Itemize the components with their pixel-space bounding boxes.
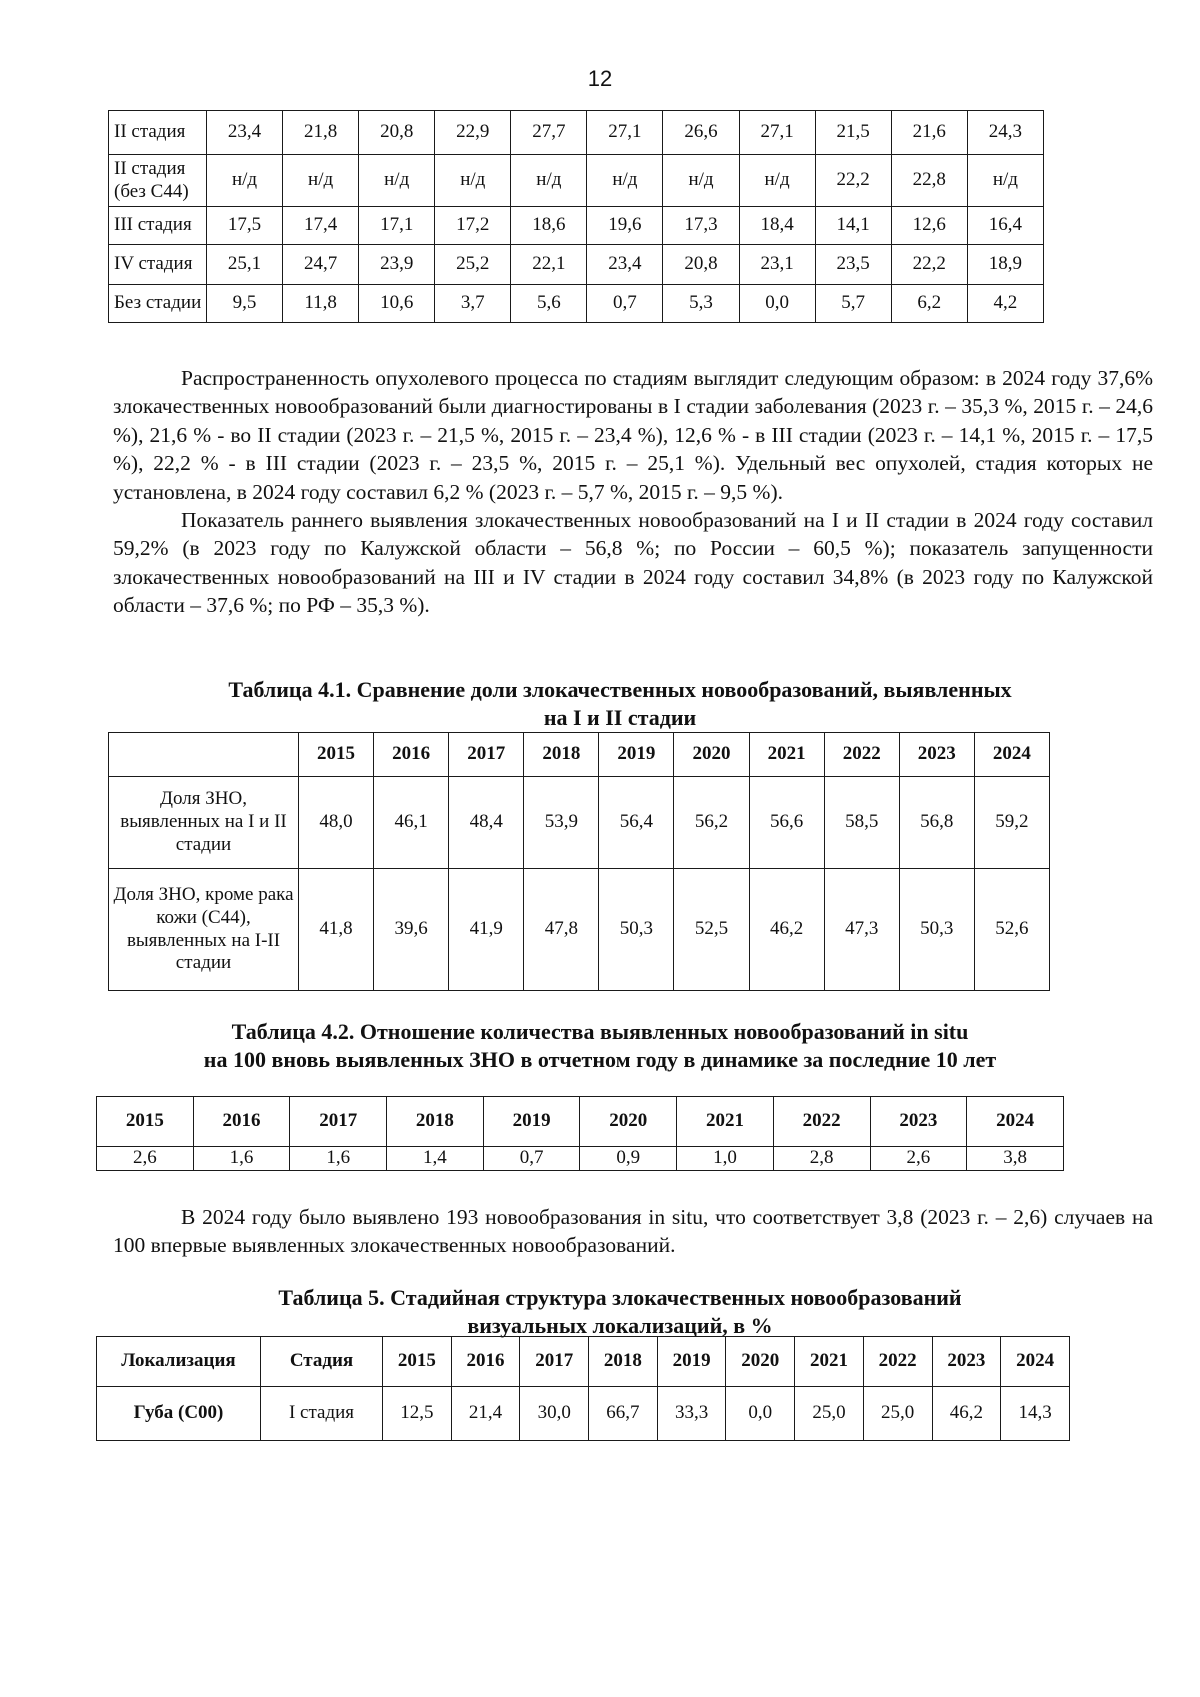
year-header: 2021: [749, 733, 824, 777]
table-cell: 16,4: [967, 207, 1043, 245]
paragraph-in-situ-block: [113, 1203, 1153, 1260]
table-cell: 17,3: [663, 207, 739, 245]
table-cell: 2,8: [773, 1147, 870, 1171]
table42-caption: [100, 1018, 1100, 1073]
table-cell: 59,2: [974, 777, 1049, 869]
table-cell: 23,9: [359, 245, 435, 285]
year-header: 2018: [524, 733, 599, 777]
table-cell: 1,4: [387, 1147, 484, 1171]
table-cell: 19,6: [587, 207, 663, 245]
year-header: 2015: [383, 1337, 452, 1387]
table-cell: н/д: [207, 155, 283, 207]
table-cell: 23,1: [739, 245, 815, 285]
table-cell: 22,1: [511, 245, 587, 285]
year-header: 2022: [863, 1337, 932, 1387]
table42-caption-line2: на 100 вновь выявленных ЗНО в отчетном году в динамике за последние 10 лет: [203, 1046, 997, 1072]
year-header: 2022: [824, 733, 899, 777]
year-header: 2015: [299, 733, 374, 777]
table-cell: 48,4: [449, 777, 524, 869]
table5-caption-line2: визуальных локализаций, в %: [467, 1312, 773, 1338]
table-cell: 52,6: [974, 869, 1049, 991]
table-cell: 17,5: [207, 207, 283, 245]
table-cell: 47,3: [824, 869, 899, 991]
table-cell: 23,4: [587, 245, 663, 285]
table-row: [109, 245, 1044, 285]
table-cell: 53,9: [524, 777, 599, 869]
table-cell: 3,7: [435, 285, 511, 323]
table41-caption-line2: на I и II стадии: [543, 704, 697, 730]
table-cell: 33,3: [657, 1387, 726, 1441]
year-header: 2021: [677, 1097, 774, 1147]
table-cell: 27,1: [587, 111, 663, 155]
table-row: [97, 1387, 1070, 1441]
paragraph-early-detection: Показатель раннего выявления злокачественных новообразований на I и II стадии в 2024 году составил 59,2% (в 2023 году по Калужской области – 56,8 %; по России – 60,5 %); показатель запущенности злокачественных новообразований на III и IV стадии в 2024 году составил 34,8% (в 2023 году по Калужской области – 37,6 %; по РФ – 35,3 %).: [113, 507, 1153, 617]
table-cell: 21,5: [815, 111, 891, 155]
table-cell: н/д: [663, 155, 739, 207]
table-cell: 21,8: [283, 111, 359, 155]
table-cell: 66,7: [589, 1387, 658, 1441]
year-header: 2023: [932, 1337, 1001, 1387]
table-row: [109, 777, 1050, 869]
table-cell: 22,2: [891, 245, 967, 285]
table5-caption: [160, 1284, 1080, 1339]
year-header: 2024: [967, 1097, 1064, 1147]
table-cell: 56,2: [674, 777, 749, 869]
table-cell: 20,8: [359, 111, 435, 155]
table-cell: н/д: [283, 155, 359, 207]
table42-caption-line1: Таблица 4.2. Отношение количества выявленных новообразований in situ: [231, 1019, 969, 1044]
table-cell: 0,7: [483, 1147, 580, 1171]
table-cell: 11,8: [283, 285, 359, 323]
year-header: 2024: [1001, 1337, 1070, 1387]
table-cell: 25,0: [795, 1387, 864, 1441]
paragraph-in-situ: В 2024 году было выявлено 193 новообразования in situ, что соответствует 3,8 (2023 г. – 2,6) случаев на 100 впервые выявленных злокачественных новообразований.: [113, 1205, 1153, 1258]
paragraphs-block: [113, 364, 1153, 619]
table-cell: 50,3: [899, 869, 974, 991]
table-row: [109, 869, 1050, 991]
year-header: 2017: [290, 1097, 387, 1147]
stage-table: [108, 110, 1044, 323]
table-header-row: [109, 733, 1050, 777]
table-cell: 1,6: [290, 1147, 387, 1171]
year-header: 2016: [193, 1097, 290, 1147]
table-cell: н/д: [511, 155, 587, 207]
table-cell: 27,1: [739, 111, 815, 155]
table-row: [109, 207, 1044, 245]
year-header: 2020: [674, 733, 749, 777]
year-header: 2024: [974, 733, 1049, 777]
table-cell: 10,6: [359, 285, 435, 323]
table41-caption: [160, 676, 1080, 731]
year-header: 2021: [795, 1337, 864, 1387]
year-header: 2018: [387, 1097, 484, 1147]
table-row: [109, 155, 1044, 207]
table-cell: 4,2: [967, 285, 1043, 323]
table-cell: 46,1: [374, 777, 449, 869]
table-cell: 26,6: [663, 111, 739, 155]
year-header: 2019: [599, 733, 674, 777]
table-row: [97, 1147, 1064, 1171]
table-cell: 56,4: [599, 777, 674, 869]
table-cell: 24,3: [967, 111, 1043, 155]
table-header-row: [97, 1097, 1064, 1147]
table-cell: н/д: [435, 155, 511, 207]
table-cell: 21,4: [451, 1387, 520, 1441]
table-cell: 5,6: [511, 285, 587, 323]
table-cell: 46,2: [749, 869, 824, 991]
table-cell: 6,2: [891, 285, 967, 323]
table-cell: 0,9: [580, 1147, 677, 1171]
row-localization: Губа (С00): [97, 1387, 261, 1441]
table-cell: 20,8: [663, 245, 739, 285]
table-cell: 12,6: [891, 207, 967, 245]
paragraph-stage-distribution: Распространенность опухолевого процесса по стадиям выглядит следующим образом: в 2024 году 37,6% злокачественных новообразований были диагностированы в I стадии заболевания (2023 г. – 35,3 %, 2015 г. – 24,6 %), 21,6 % - во II стадии (2023 г. – 21,5 %, 2015 г. – 23,4 %), 12,6 % - в III стадии (2023 г. – 14,1 %, 2015 г. – 17,5 %), 22,2 % - в III стадии (2023 г. – 23,5 %, 2015 г. – 25,1 %). Удельный вес опухолей, стадия которых не установлена, в 2024 году составил 6,2 % (2023 г. – 5,7 %, 2015 г. – 9,5 %).: [113, 366, 1153, 504]
table-cell: 12,5: [383, 1387, 452, 1441]
table-cell: 24,7: [283, 245, 359, 285]
table-cell: 23,5: [815, 245, 891, 285]
table-row: [109, 285, 1044, 323]
table-cell: 22,8: [891, 155, 967, 207]
table-header-row: [97, 1337, 1070, 1387]
table-cell: 25,2: [435, 245, 511, 285]
row-label: IV стадия: [109, 245, 207, 285]
table-cell: н/д: [587, 155, 663, 207]
table-cell: 52,5: [674, 869, 749, 991]
year-header: 2020: [726, 1337, 795, 1387]
table-cell: 25,1: [207, 245, 283, 285]
table-cell: 18,4: [739, 207, 815, 245]
header-empty-cell: [109, 733, 299, 777]
year-header: 2019: [483, 1097, 580, 1147]
table-row: [109, 111, 1044, 155]
table-cell: 18,6: [511, 207, 587, 245]
table-cell: 23,4: [207, 111, 283, 155]
table-cell: 3,8: [967, 1147, 1064, 1171]
year-header: 2017: [520, 1337, 589, 1387]
table-cell: 1,6: [193, 1147, 290, 1171]
table-cell: 47,8: [524, 869, 599, 991]
table-cell: 14,1: [815, 207, 891, 245]
table-cell: 50,3: [599, 869, 674, 991]
table-cell: 56,8: [899, 777, 974, 869]
table-cell: 0,7: [587, 285, 663, 323]
table-4-1: [108, 732, 1050, 991]
table-cell: 21,6: [891, 111, 967, 155]
table-cell: 2,6: [870, 1147, 967, 1171]
table-cell: н/д: [967, 155, 1043, 207]
page-number: 12: [587, 66, 613, 91]
table-cell: 0,0: [726, 1387, 795, 1441]
year-header: 2015: [97, 1097, 194, 1147]
table-5: [96, 1336, 1070, 1441]
table-cell: 27,7: [511, 111, 587, 155]
row-label: III стадия: [109, 207, 207, 245]
table-cell: 25,0: [863, 1387, 932, 1441]
row-label: Без стадии: [109, 285, 207, 323]
year-header: 2022: [773, 1097, 870, 1147]
table-cell: 46,2: [932, 1387, 1001, 1441]
header-localization: Локализация: [97, 1337, 261, 1387]
table-cell: 41,8: [299, 869, 374, 991]
table-cell: 56,6: [749, 777, 824, 869]
table-cell: 14,3: [1001, 1387, 1070, 1441]
year-header: 2023: [870, 1097, 967, 1147]
table-cell: 18,9: [967, 245, 1043, 285]
table-cell: н/д: [359, 155, 435, 207]
table-cell: 17,2: [435, 207, 511, 245]
table-4-2: [96, 1096, 1064, 1171]
year-header: 2018: [589, 1337, 658, 1387]
row-label: II стадия (без С44): [109, 155, 207, 207]
table-cell: 41,9: [449, 869, 524, 991]
row-label: II стадия: [109, 111, 207, 155]
row-label: Доля ЗНО, кроме рака кожи (С44), выявленных на I-II стадии: [109, 869, 299, 991]
table-cell: 5,7: [815, 285, 891, 323]
table-cell: 22,9: [435, 111, 511, 155]
table-cell: 17,4: [283, 207, 359, 245]
row-stage: I стадия: [261, 1387, 383, 1441]
table-cell: н/д: [739, 155, 815, 207]
year-header: 2023: [899, 733, 974, 777]
table-cell: 48,0: [299, 777, 374, 869]
row-label: Доля ЗНО, выявленных на I и II стадии: [109, 777, 299, 869]
table-cell: 9,5: [207, 285, 283, 323]
table5-caption-line1: Таблица 5. Стадийная структура злокачественных новообразований: [278, 1285, 962, 1310]
table-cell: 17,1: [359, 207, 435, 245]
table-cell: 22,2: [815, 155, 891, 207]
table-cell: 5,3: [663, 285, 739, 323]
table-cell: 2,6: [97, 1147, 194, 1171]
table-cell: 1,0: [677, 1147, 774, 1171]
table41-caption-line1: Таблица 4.1. Сравнение доли злокачественных новообразований, выявленных: [228, 677, 1012, 702]
year-header: 2017: [449, 733, 524, 777]
year-header: 2020: [580, 1097, 677, 1147]
year-header: 2016: [374, 733, 449, 777]
table-cell: 30,0: [520, 1387, 589, 1441]
header-stage: Стадия: [261, 1337, 383, 1387]
table-cell: 0,0: [739, 285, 815, 323]
table-cell: 58,5: [824, 777, 899, 869]
year-header: 2019: [657, 1337, 726, 1387]
table-cell: 39,6: [374, 869, 449, 991]
year-header: 2016: [451, 1337, 520, 1387]
